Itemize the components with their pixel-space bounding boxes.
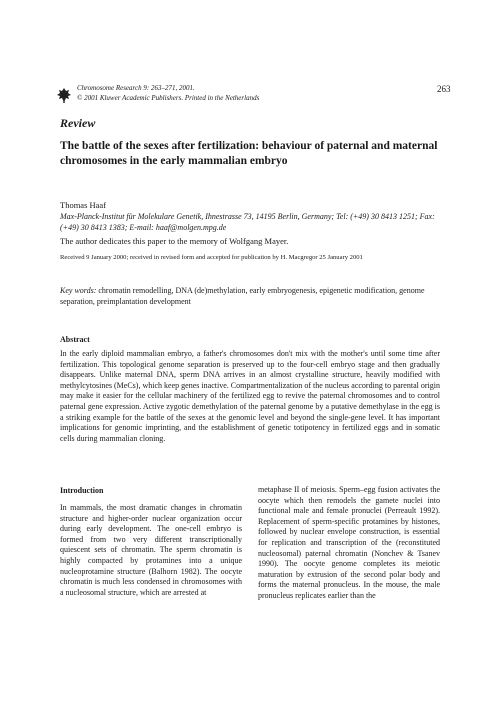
keywords-label: Key words: [60,286,97,295]
author-affiliation: Max-Planck-Institut für Molekulare Genetik, Ihnestrasse 73, 14195 Berlin, Germany; Tel: (+49) 30 8413 1251; Fax: (+49) 30 8413 1383; E-mail: haaf@molgen.mpg.de [60,212,435,232]
keywords [60,285,440,307]
introduction-left-column: In mammals, the most dramatic changes in chromatin structure and higher-order nuclear organization occur during early development. The one-cell embryo is formed from two very different transcriptionally quiescent sets of chromatin. The sperm chromatin is highly compacted by protamines into a unique nucleoprotamine structure (Balhorn 1982). The oocyte chromatin is much less condensed in chromosomes with a nucleosomal structure, which are arrested at [60,503,242,597]
section-label: Review [60,116,96,130]
article-title: The battle of the sexes after fertilization: behaviour of paternal and maternal chromosomes in the early mammalian embryo [60,140,438,167]
keywords-text: chromatin remodelling, DNA (de)methylation, early embryogenesis, epigenetic modification, genome separation, preimplantation development [60,286,425,306]
kluwer-tree-logo-icon [56,87,72,103]
journal-info [77,84,259,103]
abstract-heading: Abstract [60,335,90,344]
received-dates: Received 9 January 2000; received in revised form and accepted for publication by H. Macgregor 25 January 2001 [60,254,363,261]
introduction-right-column: metaphase II of meiosis. Sperm–egg fusion activates the oocyte which then remodels the gamete nuclei into functional male and female pronuclei (Perreault 1992). Replacement of sperm-specific protamines by histones, followed by nuclear envelope construction, is essential for replication and transcription of the (reconstituted nucleosomal) paternal chromatin (Nonchev & Tsanev 1990). The oocyte genome completes its meiotic maturation by extrusion of the second polar body and forms the maternal pronucleus. In the mouse, the male pronucleus replicates earlier than the [258,485,440,600]
abstract-body: In the early diploid mammalian embryo, a father's chromosomes don't mix with the mother's until some time after fertilization. This topological genome separation is preserved up to the four-cell embryo stage and then gradually disappears. Unlike maternal DNA, sperm DNA arrives in an almost crystalline structure, heavily modified with methylcytosines (MeCs), which keep genes inactive. Compartmentalization of the nucleus according to parental origin may make it easier for the cellular machinery of the fertilized egg to revive the paternal chromosomes and to control paternal gene expression. Active zygotic demethylation of the paternal genome by a putative demethylase in the egg is a striking example for the battle of the sexes at the genomic level and beyond the single-gene level. It has important implications for genomic imprinting, and the establishment of genetic totipotency in fertilized eggs and in somatic cells during mammalian cloning. [60,349,440,443]
dedication: The author dedicates this paper to the memory of Wolfgang Mayer. [60,236,289,246]
page-number: 263 [437,84,451,94]
copyright-line: © 2001 Kluwer Academic Publishers. Printed in the Netherlands [77,93,260,102]
journal-citation: Chromosome Research 9: 263–271, 2001. [77,84,195,92]
author-name: Thomas Haaf [60,200,107,210]
introduction-heading: Introduction [60,486,104,495]
